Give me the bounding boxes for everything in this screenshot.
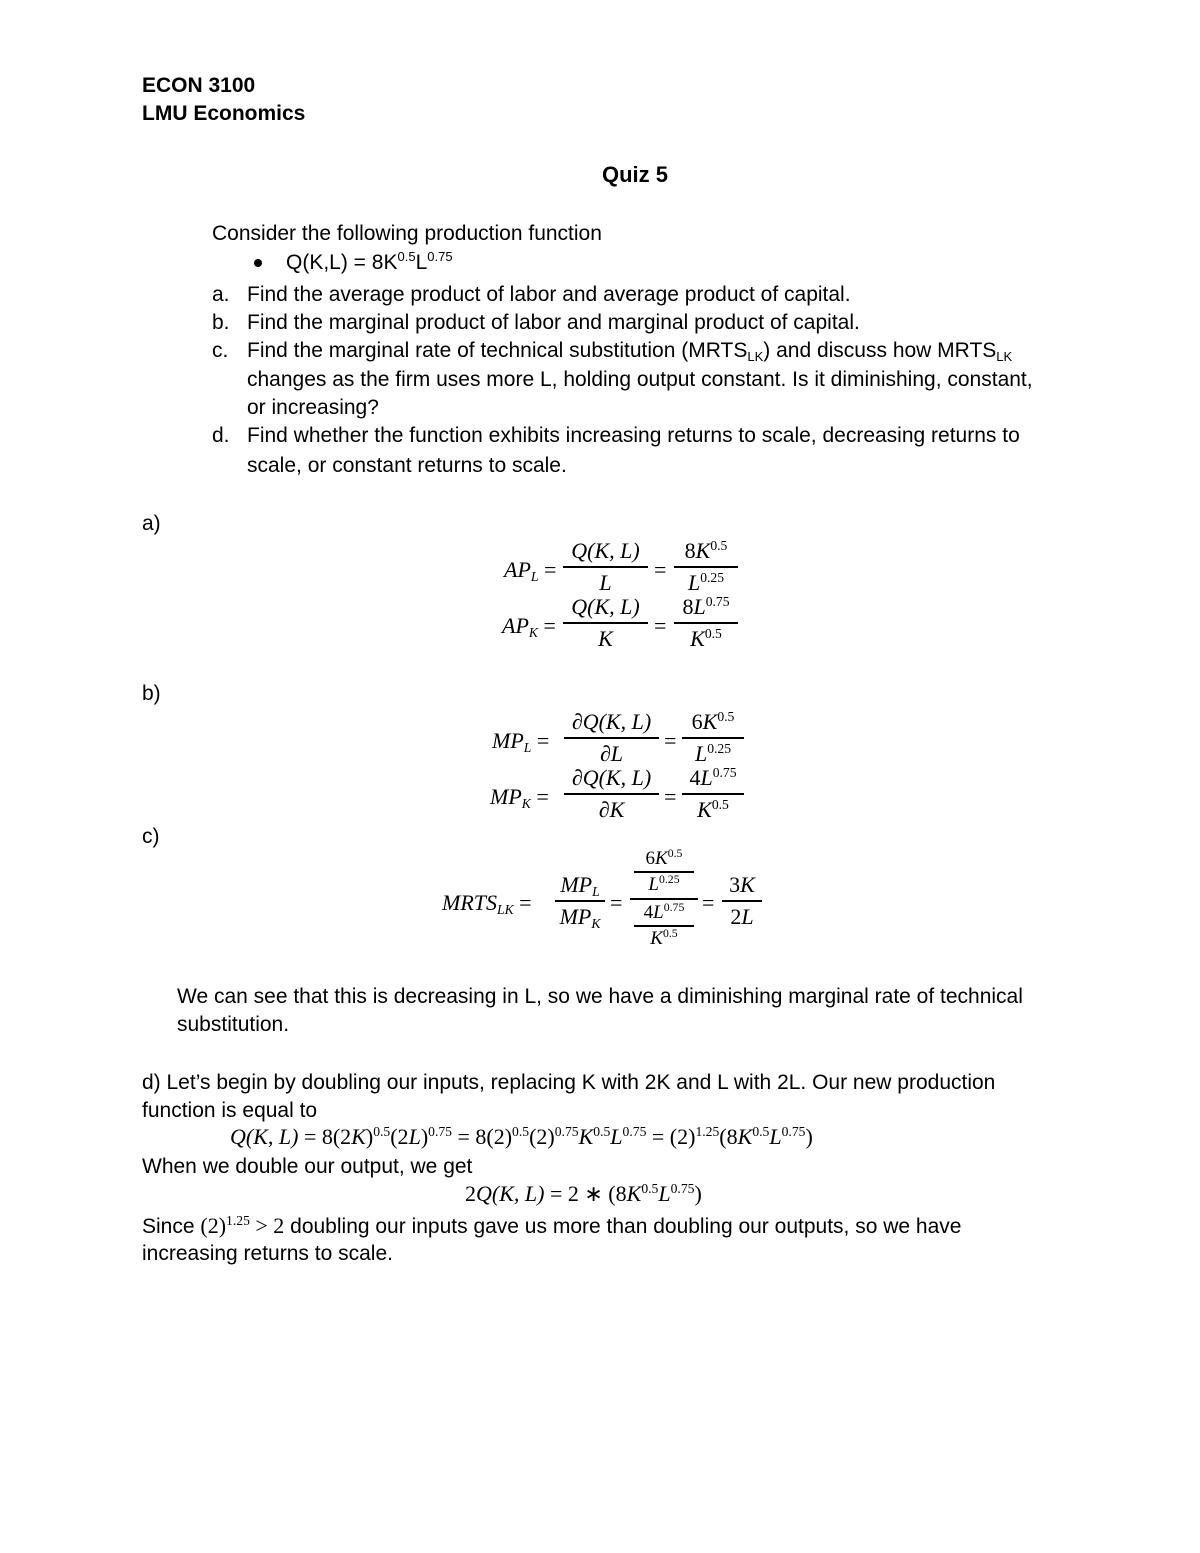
answer-c-conclusion-line1: We can see that this is decreasing in L, so we have a diminishing marginal rate of technical	[177, 985, 1023, 1008]
question-c-line1	[247, 337, 1012, 365]
pf-l-base: L	[415, 251, 428, 274]
answer-d-line1: d) Let’s begin by doubling our inputs, replacing K with 2K and L with 2L. Our new production	[142, 1071, 996, 1094]
question-c-text-a: Find the marginal rate of technical substitution (MRTS	[247, 339, 748, 362]
question-a-text: Find the average product of labor and average product of capital.	[247, 283, 851, 306]
page-title: Quiz 5	[601, 162, 668, 187]
answer-c-conclusion-line2: substitution.	[177, 1013, 290, 1036]
question-b-letter: b.	[212, 311, 230, 334]
question-c-text-b: ) and discuss how MRTS	[763, 339, 997, 362]
doubled-inputs-equation: Q(K, $L) = 8(2K)^{0.5}(2L)^{0.75} = 8(2)^{0.5}(2)^{0.75}K^{0.5}L^{0.75} = (2)^{1.25}(8K^{0.5}L^{0.75})$	[230, 1123, 813, 1149]
pf-lhs: Q(K,L) = 8K	[286, 251, 398, 274]
inequality: $(2)^{1.25} > 2$	[200, 1212, 285, 1238]
answer-b-label: b)	[142, 682, 161, 705]
mrts-subscript: LK	[747, 348, 764, 364]
question-c-letter: c.	[212, 339, 229, 362]
since-word: Since	[142, 1215, 195, 1238]
question-c-line2: changes as the firm uses more L, holding output constant. Is it diminishing, constant,	[247, 368, 1033, 391]
answer-d-line4-rest: doubling our inputs gave us more than doubling our outputs, so we have	[290, 1215, 962, 1238]
mrts-subscript-2: LK	[996, 348, 1013, 364]
question-a-letter: a.	[212, 283, 230, 306]
answer-d-line5: increasing returns to scale.	[142, 1242, 393, 1265]
pf-k-exp: 0.5	[397, 249, 416, 265]
question-c-line3: or increasing?	[247, 396, 379, 419]
bullet-icon	[254, 259, 262, 267]
answer-d-line2: function is equal to	[142, 1099, 318, 1122]
answer-a-label: a)	[142, 512, 161, 535]
intro-text: Consider the following production function	[212, 222, 602, 245]
answer-c-label: c)	[142, 825, 160, 848]
pf-l-exp: 0.75	[427, 249, 453, 265]
question-d-letter: d.	[212, 424, 230, 447]
department-name: LMU Economics	[142, 102, 306, 125]
production-function-item	[254, 249, 453, 277]
doubled-output-equation: 2Q(K, L) = 2 ∗ $(8K^{0.5}L^{0.75})$	[465, 1180, 702, 1206]
course-code: ECON 3100	[142, 74, 256, 97]
answer-d-line4	[142, 1212, 961, 1241]
question-d-line1: Find whether the function exhibits increasing returns to scale, decreasing returns to	[247, 424, 1020, 447]
question-b-text: Find the marginal product of labor and marginal product of capital.	[247, 311, 860, 334]
question-d-line2: scale, or constant returns to scale.	[247, 454, 567, 477]
answer-d-line3: When we double our output, we get	[142, 1155, 473, 1178]
